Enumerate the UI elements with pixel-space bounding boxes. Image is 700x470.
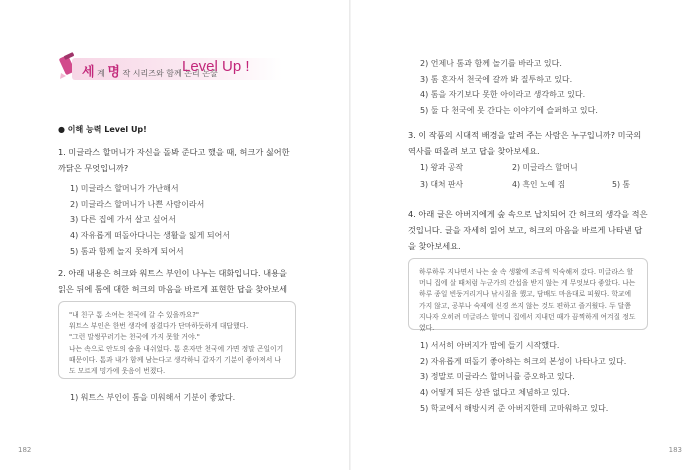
answer-option[interactable]: 1) 서서히 아버지가 맘에 들기 시작했다. [420,341,560,350]
answer-option[interactable]: 1) 미글라스 할머니가 가난해서 [70,184,179,193]
series-char-se: 세 [82,65,95,80]
question-number: 3. [408,130,416,140]
answer-option[interactable]: 3) 대처 판사 [420,180,464,189]
box-line: 나는 속으로 안도의 숨을 내쉬었다. 톰 혼자만 천국에 가면 정말 곤일이기 때문이다. 톰과 내가 함께 남는다고 생각하니 갑자기 기분이 좋아져서 나도 모르게 밍가에 웃음이 번졌다. [69,344,284,376]
question-text: 아래 내용은 허크와 워트스 부인이 나누는 대화입니다. 내용을 읽은 뒤에 톰에 대한 허크의 마음을 바르게 표현한 답을 찾아보세 [58,268,288,294]
question-text: 미글라스 할머니가 자신을 돌봐 준다고 했을 때, 허크가 싫어한 까닭은 무엇입니까? [58,147,290,173]
question-1 [58,144,296,176]
question-text: 아래 글은 아버지에게 숲 속으로 납치되어 간 허크의 생각을 적은 것입니다. 글을 자세히 읽어 보고, 허크의 마음을 바르게 나타낸 답을 찾아보세요. [408,209,648,251]
question-number: 1. [58,147,66,157]
question-2-options [70,390,235,406]
page-title: Level Up ! [182,58,250,75]
answer-option[interactable]: 4) 어떻게 되든 상관 없다고 체념하고 있다. [420,388,570,398]
answer-option[interactable]: 2) 언제나 톰과 함께 놀기를 바라고 있다. [420,59,562,68]
question-3-options [420,162,650,192]
answer-option[interactable]: 5) 둘 다 천국에 못 간다는 이야기에 슬퍼하고 있다. [420,106,598,116]
answer-option[interactable]: 1) 워트스 부인이 톰을 미워해서 기분이 좋았다. [70,393,236,402]
series-char-myeong: 명 [107,65,120,80]
right-page [350,0,700,470]
question-4-options [420,338,626,417]
question-3 [408,127,648,159]
answer-option[interactable]: 4) 자유롭게 떠돌아다니는 생활을 잃게 되어서 [70,231,231,241]
answer-option[interactable]: 3) 다른 집에 가서 살고 싶어서 [70,215,176,225]
box-paragraph: 하루하루 지나면서 나는 숲 속 생활에 조금씩 익숙해져 갔다. 미글라스 할머니 집에 살 때처럼 누군가의 간섭을 받지 않는 게 무엇보다 좋았다. 나는 하루 종일 빈둥거리거나 낚시질을 했고, 담배도 마음대로 피웠다. 학교에 가지 않고, 공부나 숙제에 신경 쓰지 않는 것도 편하고 즐거웠다. 두 달쯤 지나자 오히려 미글라스 할머니 집에서 지내던 때가 끔찍하게 여겨질 정도였다. [419,268,636,333]
answer-option[interactable]: 5) 톰 [612,180,631,189]
box-line: "내 친구 톰 소여는 천국에 갈 수 있을까요?" [69,311,200,319]
question-1-options [70,181,230,260]
answer-option[interactable]: 2) 미글라스 할머니가 나쁜 사람이라서 [70,199,205,209]
answer-option[interactable]: 1) 왕과 공작 [420,163,464,172]
answer-option[interactable]: 2) 미글라스 할머니 [512,163,578,172]
page-number-right: 183 [668,446,682,454]
answer-option[interactable]: 4) 흑인 노예 짐 [512,180,566,189]
question-text: 이 작품의 시대적 배경을 알려 주는 사람은 누구입니까? 미국의 역사를 떠올려 보고 답을 찾아보세요. [408,130,642,156]
box-line: "그런 말썽꾸러기는 천국에 가지 못할 거야." [69,333,200,342]
section-header [58,52,288,84]
section-title: ● 이해 능력 Level Up! [58,125,147,134]
series-char-jak: 작 [122,69,131,78]
answer-option[interactable]: 2) 자유롭게 떠돌기 좋아하는 허크의 본성이 나타나고 있다. [420,356,627,366]
question-4 [408,206,648,254]
answer-option[interactable]: 5) 톰과 함께 놀지 못하게 되어서 [70,246,184,256]
question-number: 4. [408,209,416,219]
answer-option[interactable]: 3) 톰 혼자서 천국에 갈까 봐 질투하고 있다. [420,74,573,84]
dialogue-box [58,301,296,379]
question-number: 2. [58,268,66,278]
answer-option[interactable]: 4) 톰을 자기보다 못한 아이라고 생각하고 있다. [420,90,586,100]
series-subtitle: 시리즈와 함께 논리 논술 [132,69,218,78]
box-line: 워트스 부인은 한번 생각에 잠겼다가 단마하듯하게 대답했다. [69,322,249,331]
answer-option[interactable]: 5) 학교에서 해방시켜 준 아버지한테 고마워하고 있다. [420,403,609,413]
page-number-left: 182 [18,446,32,454]
series-char-gye: 계 [97,69,105,78]
passage-box [408,258,648,333]
question-2-options-continued [420,56,598,119]
answer-option[interactable]: 3) 정말로 미글라스 할머니를 증오하고 있다. [420,372,575,382]
